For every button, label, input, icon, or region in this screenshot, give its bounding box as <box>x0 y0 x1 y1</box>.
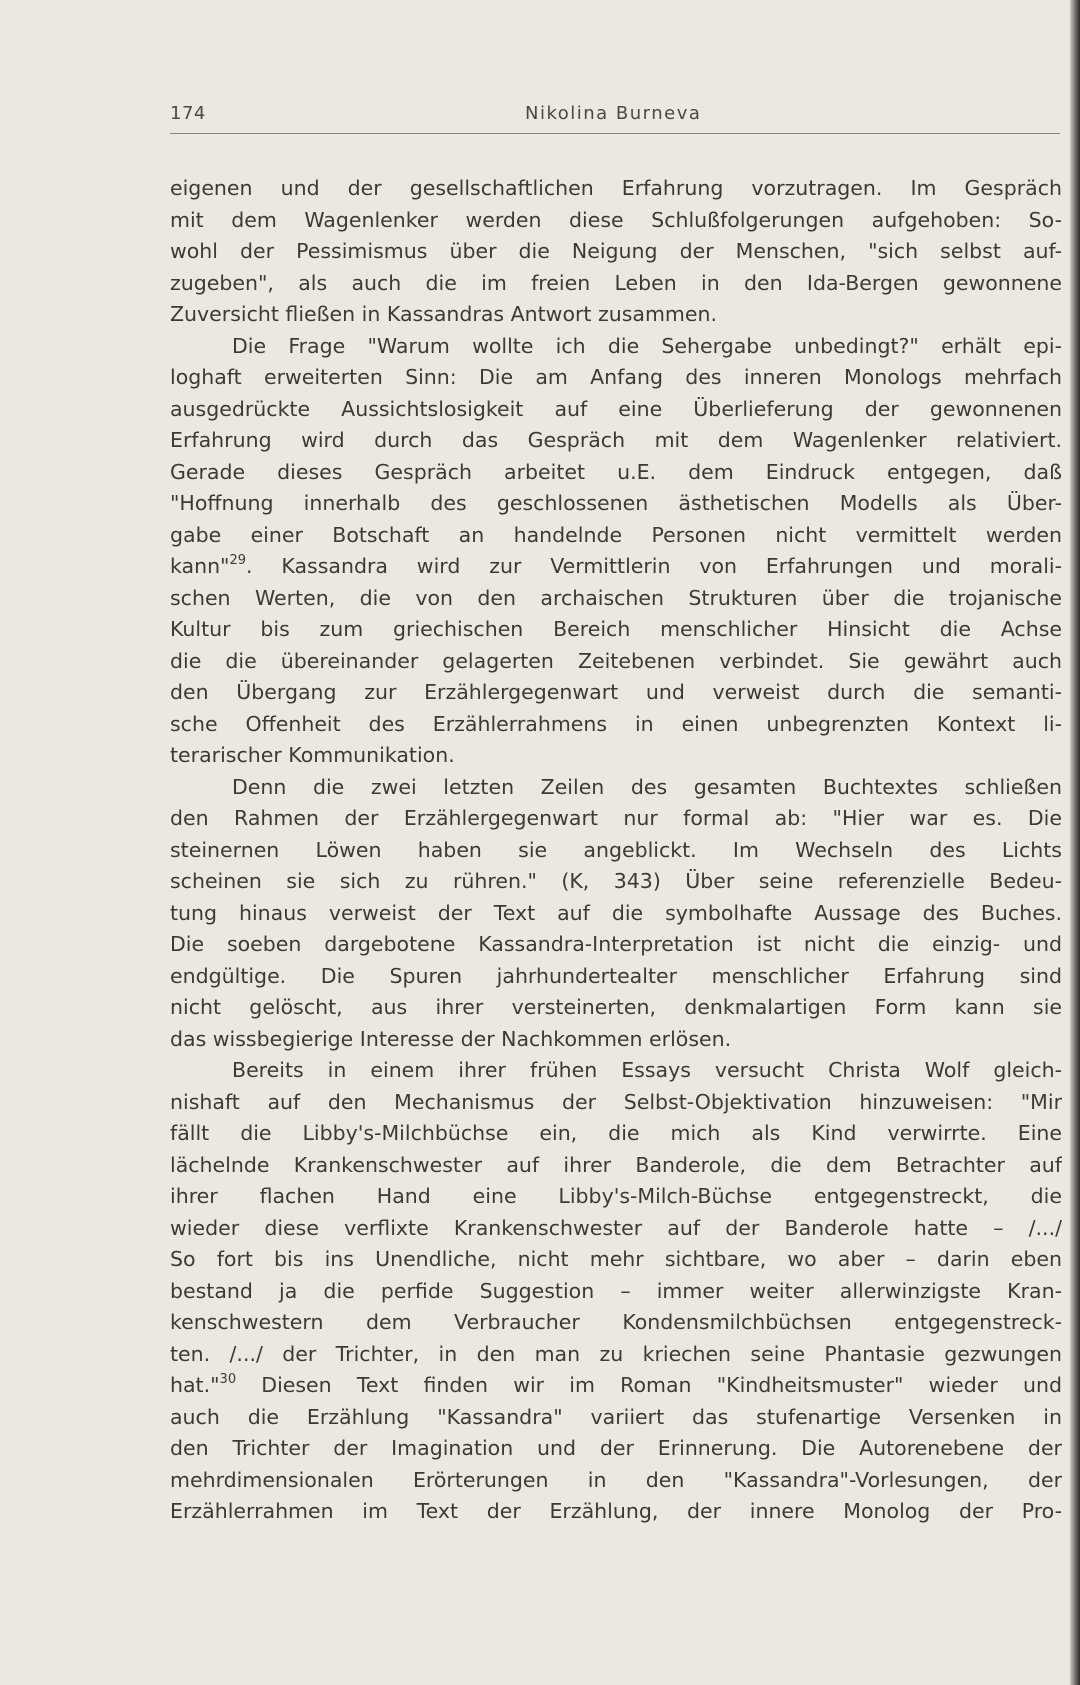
text-line: So fort bis ins Unendliche, nicht mehr sichtbare, wo aber – darin eben <box>170 1247 1062 1271</box>
text-line: mit dem Wagenlenker werden diese Schlußfolgerungen aufgehoben: So- <box>170 207 1062 232</box>
text-line: "Hoffnung innerhalb des geschlossenen ästhetischen Modells als Über- <box>170 491 1062 515</box>
text-line: zugeben", als auch die im freien Leben in den Ida-Bergen gewonnene <box>170 270 1062 295</box>
text-line: ihrer flachen Hand eine Libby's-Milch-Büchse entgegenstreckt, die <box>170 1184 1062 1208</box>
text-line: schen Werten, die von den archaischen Strukturen über die trojanische <box>170 585 1062 610</box>
text-segment: . Kassandra wird zur Vermittlerin von Erfahrungen und morali- <box>246 554 1062 578</box>
text-line: das wissbegierige Interesse der Nachkommen erlösen. <box>170 1026 732 1051</box>
text-line: wohl der Pessimismus über die Neigung der Menschen, "sich selbst auf- <box>170 239 1062 263</box>
text-line: nicht gelöscht, aus ihrer versteinerten, denkmalartigen Form kann sie <box>170 995 1062 1019</box>
text-line: Die Frage "Warum wollte ich die Sehergabe unbedingt?" erhält epi- <box>232 333 1062 358</box>
text-line: sche Offenheit des Erzählerrahmens in einen unbegrenzten Kontext li- <box>170 711 1062 736</box>
text-line: Kultur bis zum griechischen Bereich menschlicher Hinsicht die Achse <box>170 617 1062 641</box>
text-line: die die übereinander gelagerten Zeitebenen verbindet. Sie gewährt auch <box>170 648 1062 673</box>
text-line: bestand ja die perfide Suggestion – immer weiter allerwinzigste Kran- <box>170 1278 1062 1303</box>
page-edge-shadow <box>1070 0 1080 1685</box>
text-line: ausgedrückte Aussichtslosigkeit auf eine Überlieferung der gewonnenen <box>170 396 1062 421</box>
text-line: mehrdimensionalen Erörterungen in den "Kassandra"-Vorlesungen, der <box>170 1467 1062 1492</box>
text-segment: kann" <box>170 554 230 578</box>
text-line: den Übergang zur Erzählergegenwart und verweist durch die semanti- <box>170 680 1062 704</box>
text-line: endgültige. Die Spuren jahrhundertealter menschlicher Erfahrung sind <box>170 963 1062 988</box>
text-line: Die soeben dargebotene Kassandra-Interpretation ist nicht die einzig- und <box>170 932 1062 956</box>
text-line: fällt die Libby's-Milchbüchse ein, die mich als Kind verwirrte. Eine <box>170 1121 1062 1145</box>
text-line: gabe einer Botschaft an handelnde Personen nicht vermittelt werden <box>170 522 1062 547</box>
text-line: Gerade dieses Gespräch arbeitet u.E. dem Eindruck entgegen, daß <box>170 459 1062 484</box>
text-line: lächelnde Krankenschwester auf ihrer Banderole, die dem Betrachter auf <box>170 1152 1062 1177</box>
text-line <box>170 551 1062 583</box>
text-line: auch die Erzählung "Kassandra" variiert das stufenartige Versenken in <box>170 1404 1062 1429</box>
text-line: nishaft auf den Mechanismus der Selbst-Objektivation hinzuweisen: "Mir <box>170 1089 1062 1114</box>
running-head-author: Nikolina Burneva <box>525 103 702 124</box>
text-line: eigenen und der gesellschaftlichen Erfahrung vorzutragen. Im Gespräch <box>170 176 1062 200</box>
footnote-marker: 30 <box>219 1372 237 1387</box>
text-line: ten. /.../ der Trichter, in den man zu kriechen seine Phantasie gezwungen <box>170 1341 1062 1366</box>
text-line: Bereits in einem ihrer frühen Essays versucht Christa Wolf gleich- <box>232 1058 1062 1082</box>
body-text <box>170 173 1062 1528</box>
text-line: terarischer Kommunikation. <box>170 743 455 767</box>
header-rule <box>170 133 1060 134</box>
text-line: Erzählerrahmen im Text der Erzählung, der innere Monolog der Pro- <box>170 1499 1062 1523</box>
text-line: Denn die zwei letzten Zeilen des gesamten Buchtextes schließen <box>232 774 1062 799</box>
text-line: kenschwestern dem Verbraucher Kondensmilchbüchsen entgegenstreck- <box>170 1310 1062 1334</box>
text-line: loghaft erweiterten Sinn: Die am Anfang des inneren Monologs mehrfach <box>170 365 1062 389</box>
text-line: scheinen sie sich zu rühren." (K, 343) Über seine referenzielle Bedeu- <box>170 869 1062 893</box>
text-line <box>170 1370 1062 1402</box>
text-line: tung hinaus verweist der Text auf die symbolhafte Aussage des Buches. <box>170 900 1062 925</box>
text-line: wieder diese verflixte Krankenschwester auf der Banderole hatte – /.../ <box>170 1215 1062 1240</box>
footnote-marker: 29 <box>229 553 247 568</box>
page-number: 174 <box>170 103 206 124</box>
text-segment: hat." <box>170 1373 220 1397</box>
text-line: Erfahrung wird durch das Gespräch mit dem Wagenlenker relativiert. <box>170 428 1062 452</box>
text-line: steinernen Löwen haben sie angeblickt. Im Wechseln des Lichts <box>170 837 1062 862</box>
text-segment: Diesen Text finden wir im Roman "Kindheitsmuster" wieder und <box>236 1373 1062 1397</box>
text-line: den Rahmen der Erzählergegenwart nur formal ab: "Hier war es. Die <box>170 806 1062 830</box>
text-line: den Trichter der Imagination und der Erinnerung. Die Autorenebene der <box>170 1436 1062 1460</box>
page-header <box>170 103 1060 133</box>
text-line: Zuversicht fließen in Kassandras Antwort zusammen. <box>170 302 718 326</box>
